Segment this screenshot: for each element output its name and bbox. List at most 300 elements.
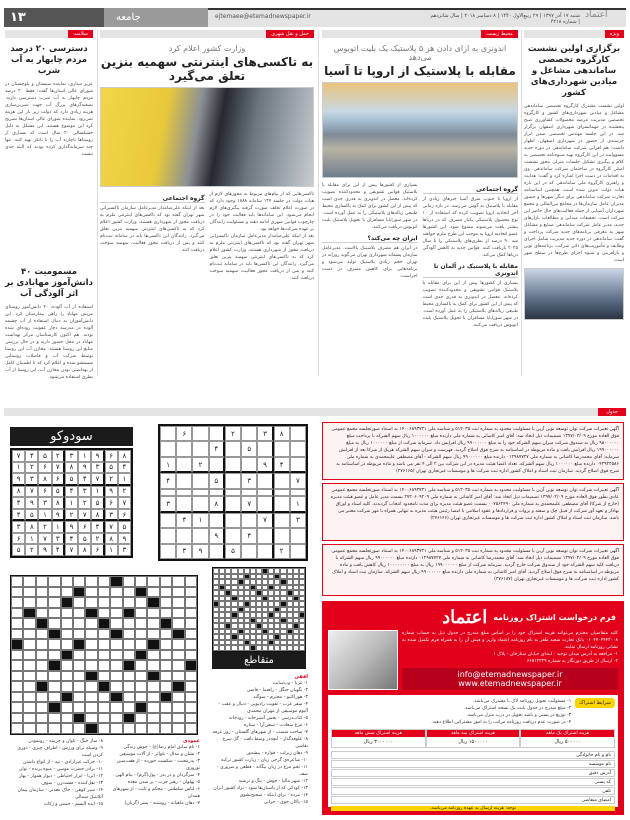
sudoku-cell: ۴ [209,441,225,456]
crossword-cell[interactable] [123,576,135,587]
crossword-cell[interactable] [185,681,197,692]
crossword-cell[interactable] [23,650,35,661]
crossword-cell[interactable] [185,713,197,724]
article-body: بعد از اینکه علی‌ضامدار مدیرعامل سازمان تاکسیرانی شهر تهران گفته بود که تاکسی‌های اینترنتی ملزم به دریافت مجوز از شهرداری هستند، وزارت کشور اعلام کرد که به تاکسی‌های اینترنتی سهمیه بنزین تعلق می‌گیرد. رانندگان این تاکسی‌ها باید در سامانه ثبت‌نام کنند و پس از دریافت مجوز فعالیت، سهمیه سوخت دریافت کنند. [209,234,314,281]
crossword-cell[interactable] [61,608,73,619]
headline: مسمومیت ۴۰ دانش‌آموز مهابادی بر اثر آلودگی آب [5,267,93,299]
crossword-cell[interactable] [85,650,97,661]
sudoku-cell[interactable] [257,489,273,496]
down-clue: ۲- نشان و مدال - بلوائر - از آلات موسیقی [119,752,200,757]
sudoku-cell: ۵ [209,473,225,488]
sudoku-cell[interactable] [209,457,225,473]
crossword-cell[interactable] [23,723,35,734]
crossword-cell[interactable] [85,702,97,713]
sudoku-cell: ۶ [38,486,51,498]
crossword-cell[interactable] [123,681,135,692]
crossword-cell[interactable] [172,671,184,682]
sudoku-cell[interactable] [209,489,225,496]
crossword-cell[interactable] [23,692,35,703]
crossword-cell[interactable] [172,576,184,587]
sudoku-cell[interactable] [257,496,273,512]
crossword-block [160,618,172,629]
crossword-cell[interactable] [85,587,97,598]
crossword-cell[interactable] [85,629,97,640]
crossword-cell[interactable] [61,671,73,682]
sudoku-cell[interactable] [290,441,306,456]
crossword-cell[interactable] [73,702,85,713]
crossword-cell[interactable] [48,597,60,608]
sudoku-cell[interactable] [290,544,306,559]
section-name: جامعه [104,8,208,27]
crossword-cell[interactable] [48,723,60,734]
sudoku-cell[interactable] [274,496,290,512]
crossword-cell[interactable] [11,681,23,692]
crossword-cell[interactable] [147,681,159,692]
sudoku-cell[interactable] [192,528,208,543]
crossword-cell[interactable] [85,713,97,724]
crossword-cell[interactable] [85,681,97,692]
section-email[interactable]: ejtemaee@etemadnewspaper.ir [215,13,311,20]
sudoku-cell[interactable] [192,441,208,456]
crossword-cell[interactable] [61,576,73,587]
crossword-cell[interactable] [160,576,172,587]
form-field[interactable] [331,796,615,804]
crossword-cell[interactable] [98,723,110,734]
subheading: مقابله با پلاستیک در آلمان تا اندونزی [423,263,519,278]
crossword-cell[interactable] [23,618,35,629]
crossword-cell[interactable] [123,629,135,640]
crossword-cell[interactable] [185,618,197,629]
crossword-cell[interactable] [110,597,122,608]
crossword-cell[interactable] [160,702,172,713]
crossword-cell[interactable] [85,692,97,703]
crossword-cell[interactable] [110,723,122,734]
crossword-block [85,723,97,734]
plan-price[interactable]: ۵۰۰۰۰۰ ریال [554,739,581,745]
crossword-cell[interactable] [123,650,135,661]
crossword-cell[interactable] [110,618,122,629]
sudoku-cell[interactable] [209,544,225,559]
sudoku-cell[interactable] [192,473,208,488]
crossword-cell[interactable] [36,629,48,640]
crossword-cell[interactable] [147,576,159,587]
sudoku-cell[interactable] [160,528,176,543]
crossword-cell[interactable] [135,576,147,587]
sudoku-cell: ۸ [65,462,78,474]
field-label: آدرس دقیق [588,771,611,776]
sudoku-cell: ۱ [290,496,306,512]
crossword-cell[interactable] [160,597,172,608]
article-health [5,30,94,380]
sudoku-cell[interactable] [176,441,192,456]
crossword-cell[interactable] [73,692,85,703]
crossword-cell[interactable] [73,597,85,608]
crossword-cell[interactable] [98,660,110,671]
crossword-cell[interactable] [147,713,159,724]
crossword-cell[interactable] [160,723,172,734]
crossword-cell[interactable] [85,639,97,650]
crossword-cell[interactable] [110,660,122,671]
crossword-cell[interactable] [61,639,73,650]
crossword-cell[interactable] [172,650,184,661]
crossword-cell[interactable] [147,692,159,703]
crossword-cell[interactable] [123,723,135,734]
crossword-cell[interactable] [172,692,184,703]
crossword-cell[interactable] [85,597,97,608]
crossword-cell[interactable] [135,629,147,640]
sudoku-cell[interactable] [225,489,241,496]
crossword-cell[interactable] [98,576,110,587]
sudoku-cell[interactable] [176,528,192,543]
crossword-cell[interactable] [48,618,60,629]
down-clue: ۹- وسیله برای ورزش - اطراف چیزی - دوری کردن است [17,746,103,758]
website-link[interactable]: www.etemadnewspaper.ir [458,679,562,688]
crossword-cell[interactable] [61,702,73,713]
crossword-block [135,650,147,661]
crossword-cell[interactable] [36,713,48,724]
crossword-cell[interactable] [48,639,60,650]
crossword-cell[interactable] [73,608,85,619]
crossword-cell[interactable] [160,608,172,619]
crossword-cell[interactable] [98,713,110,724]
crossword-cell[interactable] [123,587,135,598]
sudoku-cell[interactable] [176,496,192,512]
crossword-cell[interactable] [98,702,110,713]
sudoku-cell: ۵ [52,486,65,498]
crossword-cell[interactable] [73,618,85,629]
crossword-cell[interactable] [36,650,48,661]
crossword-cell[interactable] [23,713,35,724]
section-tag: ویژه [524,30,624,38]
crossword-cell[interactable] [185,576,197,587]
crossword-cell[interactable] [11,660,23,671]
crossword-cell[interactable] [147,608,159,619]
crossword-cell[interactable] [98,650,110,661]
crossword-cell[interactable] [11,587,23,598]
across-clue: ۱۴- مرده - برای اینکه - صحیح‌نشوی [239,793,308,798]
crossword-cell[interactable] [160,639,172,650]
crossword-cell[interactable] [85,576,97,587]
crossword-cell[interactable] [147,618,159,629]
crossword-cell[interactable] [11,608,23,619]
crossword-cell[interactable] [73,650,85,661]
crossword-cell[interactable] [11,629,23,640]
crossword-cell[interactable] [36,692,48,703]
sudoku-cell[interactable] [225,473,241,488]
crossword-cell[interactable] [135,618,147,629]
crossword-cell[interactable] [23,639,35,650]
crossword-cell[interactable] [185,597,197,608]
sudoku-cell[interactable] [160,441,176,456]
crossword-cell[interactable] [36,723,48,734]
crossword-cell[interactable] [160,650,172,661]
crossword-cell[interactable] [11,671,23,682]
crossword-cell[interactable] [61,681,73,692]
crossword-cell[interactable] [61,618,73,629]
crossword-cell[interactable] [23,576,35,587]
sudoku-cell[interactable] [241,513,257,528]
crossword-cell[interactable] [135,681,147,692]
crossword-cell [219,645,225,651]
sudoku-cell[interactable] [209,426,225,441]
crossword-cell[interactable] [73,629,85,640]
crossword-cell[interactable] [147,650,159,661]
sudoku-cell: ۹ [38,544,51,556]
crossword-cell[interactable] [23,629,35,640]
crossword-cell[interactable] [135,723,147,734]
crossword-cell[interactable] [172,587,184,598]
crossword-cell[interactable] [110,587,122,598]
sudoku-cell: ۲ [25,462,38,474]
crossword-cell[interactable] [23,671,35,682]
sudoku-cell: ۳ [105,509,118,522]
kicker: اندونزی به ازای دادن هر ۵ پلاستیک یک بلیت اتوبوس می‌دهد [333,44,507,62]
crossword-cell[interactable] [123,639,135,650]
crossword-cell[interactable] [36,671,48,682]
sudoku-cell[interactable] [257,473,273,488]
sudoku-cell: ۳ [290,513,306,528]
crossword-cell[interactable] [73,660,85,671]
sudoku-cell[interactable] [176,489,192,496]
sudoku-cell[interactable] [225,513,241,528]
sudoku-cell: ۸ [105,533,118,545]
crossword-cell[interactable] [123,597,135,608]
crossword-cell[interactable] [160,681,172,692]
sudoku-cell[interactable] [192,426,208,441]
crossword-cell[interactable] [185,639,197,650]
crossword-cell[interactable] [48,650,60,661]
crossword-cell[interactable] [98,671,110,682]
sudoku-cell[interactable] [274,489,290,496]
crossword-cell[interactable] [185,702,197,713]
sudoku-cell[interactable] [274,473,290,488]
crossword-cell[interactable] [11,723,23,734]
crossword-cell[interactable] [36,660,48,671]
crossword-cell[interactable] [172,713,184,724]
crossword-cell[interactable] [11,692,23,703]
sudoku-cell[interactable] [241,457,257,473]
notice-code: (۲۷۶۱۶۵) [396,469,415,474]
crossword-cell[interactable] [36,608,48,619]
sudoku-cell[interactable] [290,489,306,496]
crossword-cell[interactable] [85,660,97,671]
crossword-cell[interactable] [73,671,85,682]
crossword-cell[interactable] [23,597,35,608]
sudoku-cell: ۸ [78,544,91,556]
crossword-cell[interactable] [48,576,60,587]
crossword-cell[interactable] [23,660,35,671]
sudoku-cell[interactable] [160,513,176,528]
crossword-cell[interactable] [48,713,60,724]
crossword-cell[interactable] [73,723,85,734]
sudoku-cell: ۷ [25,486,38,498]
crossword-cell[interactable] [160,629,172,640]
sudoku-cell[interactable] [176,457,192,473]
crossword-cell[interactable] [147,702,159,713]
crossword-cell[interactable] [185,692,197,703]
sudoku-cell[interactable] [274,513,290,528]
crossword-cell[interactable] [135,597,147,608]
crossword-cell[interactable] [147,660,159,671]
crossword-cell[interactable] [123,692,135,703]
crossword-cell[interactable] [61,660,73,671]
form-field[interactable] [331,778,615,786]
crossword-cell[interactable] [123,618,135,629]
crossword-cell[interactable] [61,629,73,640]
crossword-cell[interactable] [98,587,110,598]
crossword-cell[interactable] [110,713,122,724]
crossword-cell[interactable] [61,723,73,734]
crossword-cell[interactable] [185,671,197,682]
crossword-cell[interactable] [185,587,197,598]
sudoku-cell[interactable] [225,441,241,456]
sudoku-cell: ۸ [209,496,225,512]
crossword-cell[interactable] [172,597,184,608]
sudoku-cell: ۴ [52,544,65,556]
crossword-cell[interactable] [11,597,23,608]
crossword-cell[interactable] [11,702,23,713]
crossword-cell[interactable] [11,650,23,661]
crossword-cell[interactable] [36,702,48,713]
crossword-cell[interactable] [172,702,184,713]
sudoku-cell[interactable] [241,544,257,559]
crossword-cell[interactable] [11,713,23,724]
sudoku-cell[interactable] [225,496,241,512]
sudoku-cell[interactable] [241,426,257,441]
sudoku-cell[interactable] [209,513,225,528]
crossword-cell[interactable] [110,639,122,650]
crossword-cell[interactable] [172,618,184,629]
form-intro: کلیه متقاضیان محترم می‌توانند هزینه اشتراک خود را بر اساس مبلغ مندرج در جدول ذیل به حساب شماره ۰۱۰۴۷۰۴۴۴۳۰۰۸ بانک تجارت شعبه ظفر به نام روزنامه اعتماد واریز و فیش آن را به همراه فرم تکمیل شده به نشانی روزنامه ارسال نمایند. [402,631,618,650]
sudoku-cell[interactable] [257,528,273,543]
form-field[interactable] [331,787,615,795]
crossword-cell[interactable] [73,681,85,692]
crossword-cell[interactable] [73,576,85,587]
crossword-cell[interactable] [98,608,110,619]
sudoku-cell[interactable] [192,489,208,496]
crossword-cell[interactable] [110,681,122,692]
crossword-cell[interactable] [110,608,122,619]
sudoku-cell[interactable] [290,457,306,473]
crossword-cell[interactable] [172,639,184,650]
crossword-cell[interactable] [61,713,73,724]
crossword-cell[interactable] [85,618,97,629]
crossword-cell[interactable] [185,650,197,661]
crossword-cell[interactable] [172,723,184,734]
sudoku-cell[interactable] [274,528,290,543]
sudoku-cell: ۷ [241,496,257,512]
sudoku-cell[interactable] [257,441,273,456]
crossword-cell[interactable] [48,587,60,598]
crossword-block [36,618,48,629]
crossword-cell[interactable] [48,681,60,692]
crossword-cell[interactable] [135,639,147,650]
crossword-cell[interactable] [36,576,48,587]
sudoku-cell[interactable] [257,544,273,559]
crossword-cell[interactable] [98,692,110,703]
legal-notice [322,483,624,541]
crossword-cell[interactable] [23,702,35,713]
crossword-cell[interactable] [135,660,147,671]
sudoku-cell[interactable] [225,528,241,543]
plan-price[interactable]: ۳۰۰۰۰۰۰ ریال [363,739,393,745]
crossword-cell[interactable] [185,723,197,734]
crossword-cell[interactable] [123,671,135,682]
crossword-cell[interactable] [48,671,60,682]
crossword-cell[interactable] [123,702,135,713]
crossword-cell[interactable] [98,639,110,650]
crossword-cell[interactable] [11,576,23,587]
crossword-cell[interactable] [48,692,60,703]
crossword-cell[interactable] [110,671,122,682]
sudoku-cell[interactable] [290,426,306,441]
sudoku-cell: ۸ [274,426,290,441]
crossword-cell[interactable] [147,629,159,640]
sudoku-cell[interactable] [225,457,241,473]
crossword-cell[interactable] [185,608,197,619]
sudoku-cell[interactable] [274,441,290,456]
sudoku-cell[interactable] [160,426,176,441]
crossword-cell[interactable] [23,587,35,598]
crossword-cell[interactable] [110,650,122,661]
article-special [524,30,624,376]
crossword-cell[interactable] [160,660,172,671]
crossword-cell[interactable] [36,587,48,598]
sudoku-cell[interactable] [241,489,257,496]
crossword-cell[interactable] [98,629,110,640]
email-link[interactable]: info@etemadnewspaper.ir [457,670,563,679]
sudoku-cell[interactable] [160,489,176,496]
sudoku-cell: ۵ [241,441,257,456]
crossword-cell[interactable] [61,587,73,598]
crossword-cell[interactable] [36,597,48,608]
crossword-cell[interactable] [98,597,110,608]
crossword-cell[interactable] [147,587,159,598]
crossword-cell[interactable] [23,681,35,692]
sudoku-cell[interactable] [160,544,176,559]
crossword-cell[interactable] [172,660,184,671]
sudoku-cell[interactable] [176,473,192,488]
crossword-cell[interactable] [160,671,172,682]
crossword-cell[interactable] [48,608,60,619]
crossword-cell[interactable] [172,608,184,619]
plan-price[interactable]: ۱۵۰۰۰۰۰ ریال [458,739,488,745]
crossword-cell[interactable] [135,713,147,724]
crossword-cell[interactable] [147,723,159,734]
form-field[interactable] [331,751,615,759]
crossword-cell[interactable] [11,618,23,629]
article-body: تاکسی‌هایی که از پیام‌های مربوط به مجوزهای لازم از هیات دولت در جلسه ۱۳۷ سامانه ۱۸۸۸ وجود دارد که در صورت اعلام تخلف صورت گرفته پیگیری‌های لازم انجام می‌شود. این سامانه‌ها باید فعالیت خود را در چارچوب قوانین شهری ادامه دهند و مسئولیت رانندگان بر عهده شرکت‌ها خواهد بود. [209,192,315,232]
article-body: بعد از اینکه علی‌ضامدار مدیرعامل سازمان تاکسیرانی شهر تهران گفته بود که تاکسی‌های اینترنتی ملزم به دریافت مجوز از شهرداری هستند، وزارت کشور اعلام کرد که به تاکسی‌های اینترنتی سهمیه بنزین تعلق می‌گیرد. رانندگان این تاکسی‌ها باید در سامانه ثبت‌نام کنند و پس از دریافت مجوز فعالیت، سهمیه سوخت دریافت کنند. [100,206,205,253]
sudoku-cell: ۴ [176,513,192,528]
form-field[interactable] [331,769,615,777]
sudoku-cell[interactable] [290,528,306,543]
crossword-cell[interactable] [36,639,48,650]
across-clue: ۵- کتاب‌درسی - بخش آشپزخانه - رودخانه [228,716,308,721]
crossword-cell[interactable] [135,671,147,682]
sudoku-cell: ۴ [91,521,104,533]
form-field[interactable] [331,760,615,768]
crossword-cell[interactable] [160,713,172,724]
crossword-cell[interactable] [135,608,147,619]
crossword-cell[interactable] [185,629,197,640]
crossword-cell[interactable] [110,702,122,713]
crossword-cell[interactable] [160,587,172,598]
article-body: اولین نشست مشترک کارگروه تخصصی ساماندهی مشاغل و میادین شهرداری‌های کشور و کارگروه تخصصی مدیریت عرضه محصولات کشاورزی صبح پنجشنبه در مهمانسرای شهرداری اصفهان برگزار شد. در این جلسه مهندس تخصصی ضمن ابراز خرسندی از حضور در شهرداری اصفهان، اظهار داشت: هم افزایی شرکت ساماندهی در دوره جدید مسوولیت در این کارگروه تهیه شیوه‌نامه تخصصی به کلام و پیگیری تشکیل جلسات منزلی محور نشست اصلی کارگروه در ساختمان شرکت ساماندهی. وی به اقدامات در دست اجرا اشاره کرد و گفت: هدایت و راهبری کارگروه ملی ساماندهی که در این باره هیات دولت تدوین شده است، همچنین اساسنامه تجارت شرکت ساماندهی برای دیگر شهرها و حضور مدیران عامل سازمان‌ها در مجامع بین‌المللی و مجمع شهرداران آسیایی از جمله فعالیت‌های حال حاضر این شرکت است. تحقیقات میدانی و مطالعات بازارهای جدید، مدیر عامل شرکت ساماندهی صنایع و مشاغل شهر به معرفی برنامه‌های جدید شرکت پرداخت و گفت: ساماندهی در دوره جدید مدیریت شامل اجرای وظایف و مأموریت‌های ذاتی شرکت، برنامه‌های نوین و بازآفرینی و شیوه اجرای طرح‌ها در سطح شهر است. [524,104,624,263]
sudoku-cell[interactable] [192,496,208,512]
sudoku-cell: ۳ [25,473,38,486]
crossword-cell[interactable] [135,692,147,703]
